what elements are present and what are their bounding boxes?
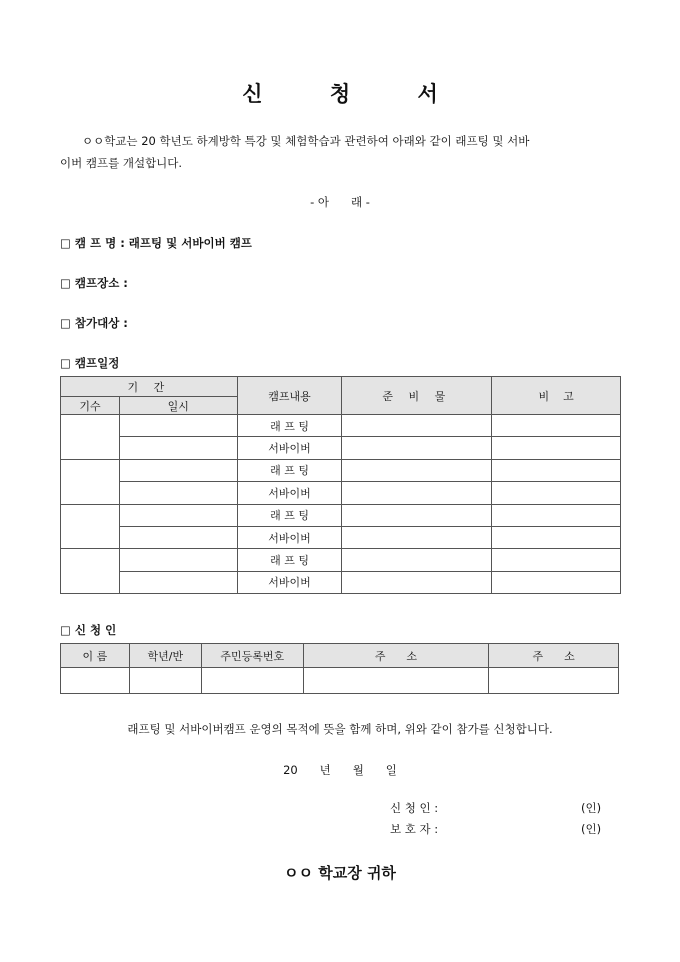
supplies-cell[interactable] [342,415,492,437]
schedule-row [61,415,621,437]
supplies-cell[interactable] [342,571,492,593]
content-cell: 서바이버 [237,482,342,504]
content-cell: 서바이버 [237,437,342,459]
date-cell[interactable] [119,504,237,526]
supplies-cell[interactable] [342,437,492,459]
intro-line-2: 이버 캠프를 개설합니다. [60,156,183,170]
round-header: 기수 [61,397,120,415]
date-cell[interactable] [119,415,237,437]
date-cell[interactable] [119,571,237,593]
page-title: 신 청 서 [242,82,468,106]
round-cell[interactable] [61,459,120,504]
date-line: 20 년 월 일 [283,763,397,777]
remarks-header: 비 고 [492,377,621,415]
camp-name: □ 캠 프 명 : 래프팅 및 서바이버 캠프 [60,236,252,250]
date-cell[interactable] [119,459,237,481]
applicant-heading: □ 신 청 인 [60,623,117,637]
period-header: 기 간 [61,377,238,397]
id-number-cell[interactable] [201,668,303,694]
applicant-header: 주 소 [303,644,489,668]
schedule-row [61,459,621,481]
round-cell[interactable] [61,549,120,594]
address-cell-2[interactable] [489,668,619,694]
schedule-row [61,549,621,571]
grade-cell[interactable] [129,668,201,694]
remarks-cell[interactable] [492,415,621,437]
remarks-cell[interactable] [492,459,621,481]
date-cell[interactable] [119,549,237,571]
remarks-cell[interactable] [492,504,621,526]
addressee: ㅇㅇ 학교장 귀하 [284,864,396,882]
notice: - 아 래 - [310,195,370,209]
schedule-row [61,482,621,504]
remarks-cell[interactable] [492,549,621,571]
remarks-cell[interactable] [492,437,621,459]
supplies-header: 준 비 물 [342,377,492,415]
schedule-table [60,376,621,594]
schedule-heading: □ 캠프일정 [60,356,120,370]
applicant-header: 학년/반 [129,644,201,668]
remarks-cell[interactable] [492,482,621,504]
content-cell: 서바이버 [237,526,342,548]
remarks-cell[interactable] [492,526,621,548]
applicant-header: 주민등록번호 [201,644,303,668]
intro-line-1: ㅇㅇ학교는 20 학년도 하계방학 특강 및 체험학습과 관련하여 아래와 같이 래프팅 및 서바 [82,134,530,148]
applicant-seal: (인) [581,801,602,815]
date-cell[interactable] [119,482,237,504]
date-cell[interactable] [119,526,237,548]
applicant-header: 주 소 [489,644,619,668]
supplies-cell[interactable] [342,459,492,481]
date-cell[interactable] [119,437,237,459]
content-cell: 래 프 팅 [237,415,342,437]
schedule-row [61,437,621,459]
content-header: 캠프내용 [237,377,342,415]
content-cell: 래 프 팅 [237,459,342,481]
applicant-header: 이 름 [61,644,130,668]
guardian-seal: (인) [581,822,602,836]
participants: □ 참가대상 : [60,316,128,330]
guardian-label: 보 호 자 : [390,822,439,836]
remarks-cell[interactable] [492,571,621,593]
supplies-cell[interactable] [342,526,492,548]
pledge: 래프팅 및 서바이버캠프 운영의 목적에 뜻을 함께 하며, 위와 같이 참가를 신청합니다. [127,722,553,736]
camp-place: □ 캠프장소 : [60,276,128,290]
applicant-label: 신 청 인 : [390,801,439,815]
round-cell[interactable] [61,504,120,549]
content-cell: 래 프 팅 [237,504,342,526]
address-cell[interactable] [303,668,489,694]
applicant-table [60,643,619,694]
content-cell: 서바이버 [237,571,342,593]
schedule-row [61,526,621,548]
supplies-cell[interactable] [342,549,492,571]
content-cell: 래 프 팅 [237,549,342,571]
supplies-cell[interactable] [342,504,492,526]
name-cell[interactable] [61,668,130,694]
round-cell[interactable] [61,415,120,460]
schedule-row [61,571,621,593]
supplies-cell[interactable] [342,482,492,504]
date-header: 일시 [119,397,237,415]
schedule-row [61,504,621,526]
